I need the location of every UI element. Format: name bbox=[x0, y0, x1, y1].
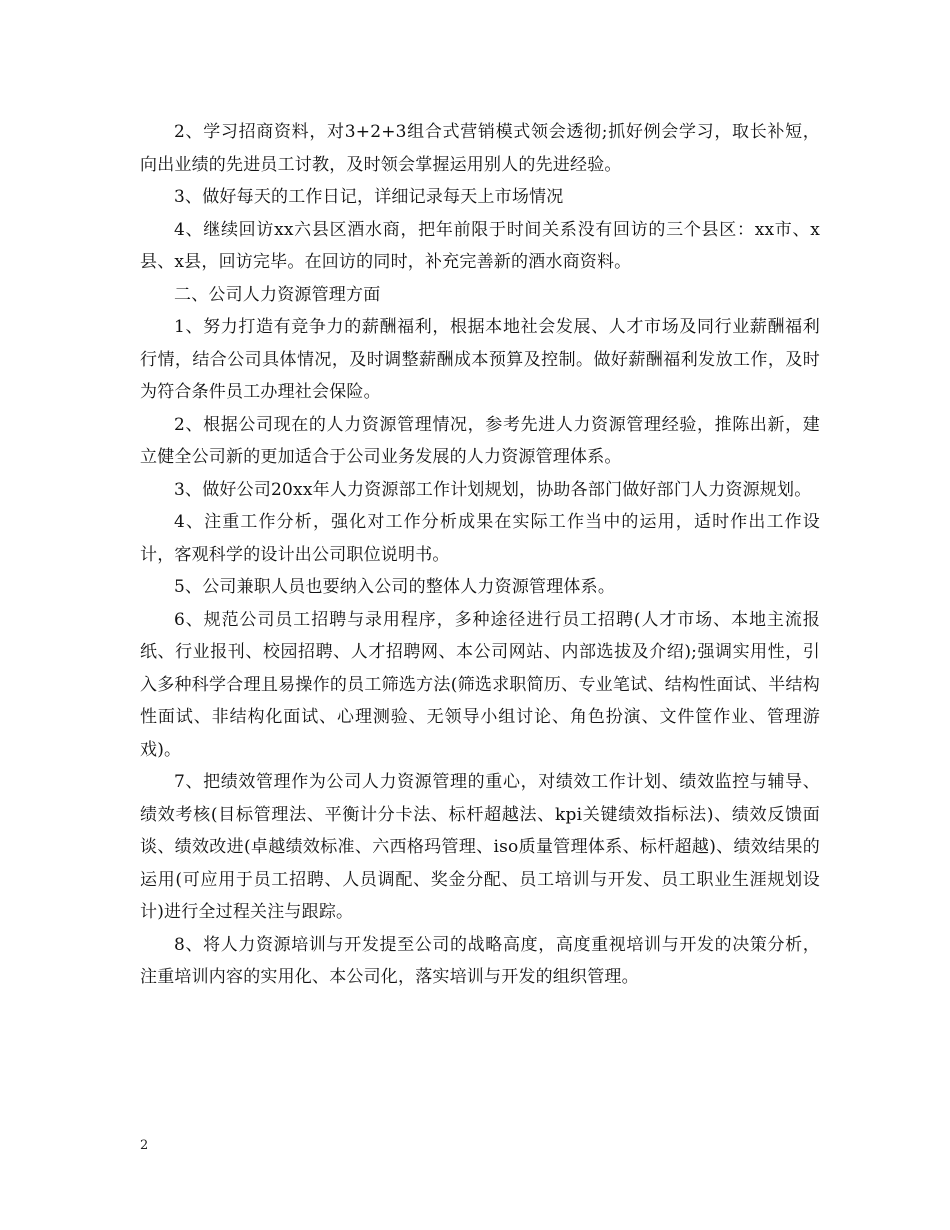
document-body bbox=[140, 116, 820, 994]
paragraph-hr-plan: 3、做好公司20xx年人力资源部工作计划规划，协助各部门做好部门人力资源规划。 bbox=[174, 479, 812, 500]
paragraph-compensation: 1、努力打造有竞争力的薪酬福利，根据本地社会发展、人才市场及同行业薪酬福利行情，结合公司具体情况，及时调整薪酬成本预算及控制。做好薪酬福利发放工作，及时为符合条件员工办理社会保险。 bbox=[140, 317, 820, 402]
paragraph-training-development: 8、将人力资源培训与开发提至公司的战略高度，高度重视培训与开发的决策分析，注重培训内容的实用化、本公司化，落实培训与开发的组织管理。 bbox=[140, 934, 820, 987]
paragraph-revisit-dealers: 4、继续回访xx六县区酒水商，把年前限于时间关系没有回访的三个县区：xx市、x县、x县，回访完毕。在回访的同时，补充完善新的酒水商资料。 bbox=[140, 219, 820, 272]
paragraph-recruitment: 6、规范公司员工招聘与录用程序，多种途径进行员工招聘(人才市场、本地主流报纸、行业报刊、校园招聘、人才招聘网、本公司网站、内部选拔及介绍);强调实用性，引入多种科学合理且易操作的员工筛选方法(筛选求职简历、专业笔试、结构性面试、半结构性面试、非结构化面试、心理测验、无领导小组讨论、角色扮演、文件筐作业、管理游戏)。 bbox=[140, 609, 820, 760]
paragraph-study-materials: 2、学习招商资料，对3+2+3组合式营销模式领会透彻;抓好例会学习，取长补短，向出业绩的先进员工讨教，及时领会掌握运用别人的先进经验。 bbox=[140, 122, 820, 175]
page-number: 2 bbox=[140, 1138, 149, 1153]
paragraph-performance-management: 7、把绩效管理作为公司人力资源管理的重心，对绩效工作计划、绩效监控与辅导、绩效考核(目标管理法、平衡计分卡法、标杆超越法、kpi关键绩效指标法)、绩效反馈面谈、绩效改进(卓越绩效标准、六西格玛管理、iso质量管理体系、标杆超越)、绩效结果的运用(可应用于员工招聘、人员调配、奖金分配、员工培训与开发、员工职业生涯规划设计)进行全过程关注与跟踪。 bbox=[140, 772, 820, 922]
paragraph-part-time-staff: 5、公司兼职人员也要纳入公司的整体人力资源管理体系。 bbox=[174, 577, 616, 597]
paragraph-job-analysis: 4、注重工作分析，强化对工作分析成果在实际工作当中的运用，适时作出工作设计，客观科学的设计出公司职位说明书。 bbox=[140, 512, 820, 565]
paragraph-work-diary: 3、做好每天的工作日记，详细记录每天上市场情况 bbox=[174, 187, 564, 207]
paragraph-hr-system: 2、根据公司现在的人力资源管理情况，参考先进人力资源管理经验，推陈出新，建立健全公司新的更加适合于公司业务发展的人力资源管理体系。 bbox=[140, 414, 820, 467]
section-heading-hr-management: 二、公司人力资源管理方面 bbox=[174, 284, 381, 305]
